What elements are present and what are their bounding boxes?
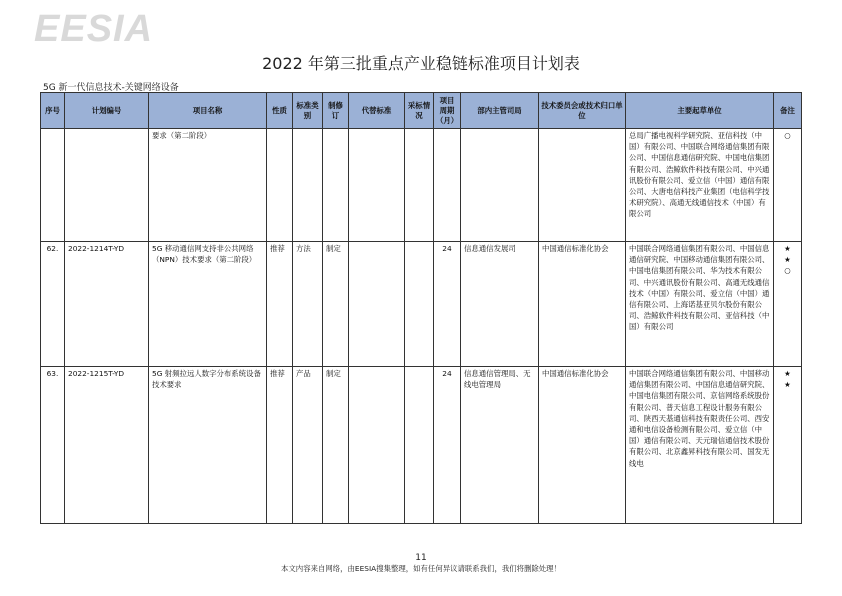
cell-cycle: 24 [434,242,461,367]
cell-replaced-std [349,367,405,524]
cell-seq: 62. [41,242,65,367]
cell-adoption [405,242,434,367]
cell-std-category: 方法 [293,242,323,367]
cell-tc: 中国通信标准化协会 [539,242,626,367]
cell-nature: 推荐 [267,367,293,524]
cell-nature: 推荐 [267,242,293,367]
eesia-watermark: EESIA [34,8,154,50]
cell-project-name: 5G 射频拉远人数字分布系统设备技术要求 [149,367,267,524]
cell-dept [461,129,539,242]
cell-revision: 制定 [323,367,349,524]
cell-replaced-std [349,242,405,367]
cell-std-category: 产品 [293,367,323,524]
header-cycle: 项目周期（月） [434,93,461,129]
note-mark: ★ [784,255,791,264]
cell-tc [539,129,626,242]
cell-project-name: 要求（第二阶段） [149,129,267,242]
header-project-name: 项目名称 [149,93,267,129]
cell-dept: 信息通信发展司 [461,242,539,367]
cell-adoption [405,129,434,242]
cell-drafting: 中国联合网络通信集团有限公司、中国信息通信研究院、中国移动通信集团有限公司、中国电信集团有限公司、华为技术有限公司、中兴通讯股份有限公司、高通无线通信技术（中国）有限公司、爱立信（中国）通信有限公司、上海诺基亚贝尔股份有限公司、浩鲸软件科技有限公司、亚信科技（中国）有限公司 [626,242,774,367]
table-row [41,367,802,524]
cell-plan-no: 2022-1215T-YD [65,367,149,524]
cell-adoption [405,367,434,524]
header-seq: 序号 [41,93,65,129]
cell-note [774,129,802,242]
cell-seq: 63. [41,367,65,524]
header-note: 备注 [774,93,802,129]
cell-drafting: 中国联合网络通信集团有限公司、中国移动通信集团有限公司、中国信息通信研究院、中国电信集团有限公司、京信网络系统股份有限公司、普天信息工程设计服务有限公司、陕西天基通信科技有限责任公司、西安通和电信设备检测有限公司、爱立信（中国）通信有限公司、天元瑞信通信技术股份有限公司、北京鑫昇科技有限公司、国发无线电 [626,367,774,524]
note-mark: ★ [784,380,791,389]
header-std-category: 标准类别 [293,93,323,129]
standards-plan-table [40,92,802,524]
page-number: 11 [415,553,427,563]
cell-dept: 信息通信管理局、无线电管理局 [461,367,539,524]
page-title: 2022 年第三批重点产业稳链标准项目计划表 [262,54,580,73]
table-header-row [41,93,802,129]
header-drafting: 主要起草单位 [626,93,774,129]
header-nature: 性质 [267,93,293,129]
note-mark: ○ [784,131,791,140]
section-heading: 5G 新一代信息技术-关键网络设备 [43,83,179,93]
header-dept: 部内主管司局 [461,93,539,129]
cell-note [774,367,802,524]
cell-replaced-std [349,129,405,242]
cell-note [774,242,802,367]
header-revision: 制修订 [323,93,349,129]
cell-plan-no: 2022-1214T-YD [65,242,149,367]
cell-revision: 制定 [323,242,349,367]
header-tc: 技术委员会或技术归口单位 [539,93,626,129]
table-row [41,242,802,367]
header-replaced-std: 代替标准 [349,93,405,129]
cell-tc: 中国通信标准化协会 [539,367,626,524]
footer-disclaimer: 本文内容来自网络，由EESIA搜集整理，如有任何异议请联系我们，我们将删除处理！ [281,564,561,573]
cell-cycle: 24 [434,367,461,524]
cell-nature [267,129,293,242]
cell-cycle [434,129,461,242]
cell-drafting: 总局广播电视科学研究院、亚信科技（中国）有限公司、中国联合网络通信集团有限公司、中国信息通信研究院、中国电信集团有限公司、浩鲸软件科技有限公司、中兴通讯股份有限公司、爱立信（中国）通信有限公司、大唐电信科技产业集团（电信科学技术研究院）、高通无线通信技术（中国）有限公司 [626,129,774,242]
note-mark: ★ [784,369,791,378]
header-adoption: 采标情况 [405,93,434,129]
cell-seq [41,129,65,242]
header-plan-no: 计划编号 [65,93,149,129]
cell-std-category [293,129,323,242]
note-mark: ★ [784,244,791,253]
cell-revision [323,129,349,242]
cell-project-name: 5G 移动通信网支持非公共网络（NPN）技术要求（第二阶段） [149,242,267,367]
table-row [41,129,802,242]
note-mark: ○ [784,266,791,275]
cell-plan-no [65,129,149,242]
